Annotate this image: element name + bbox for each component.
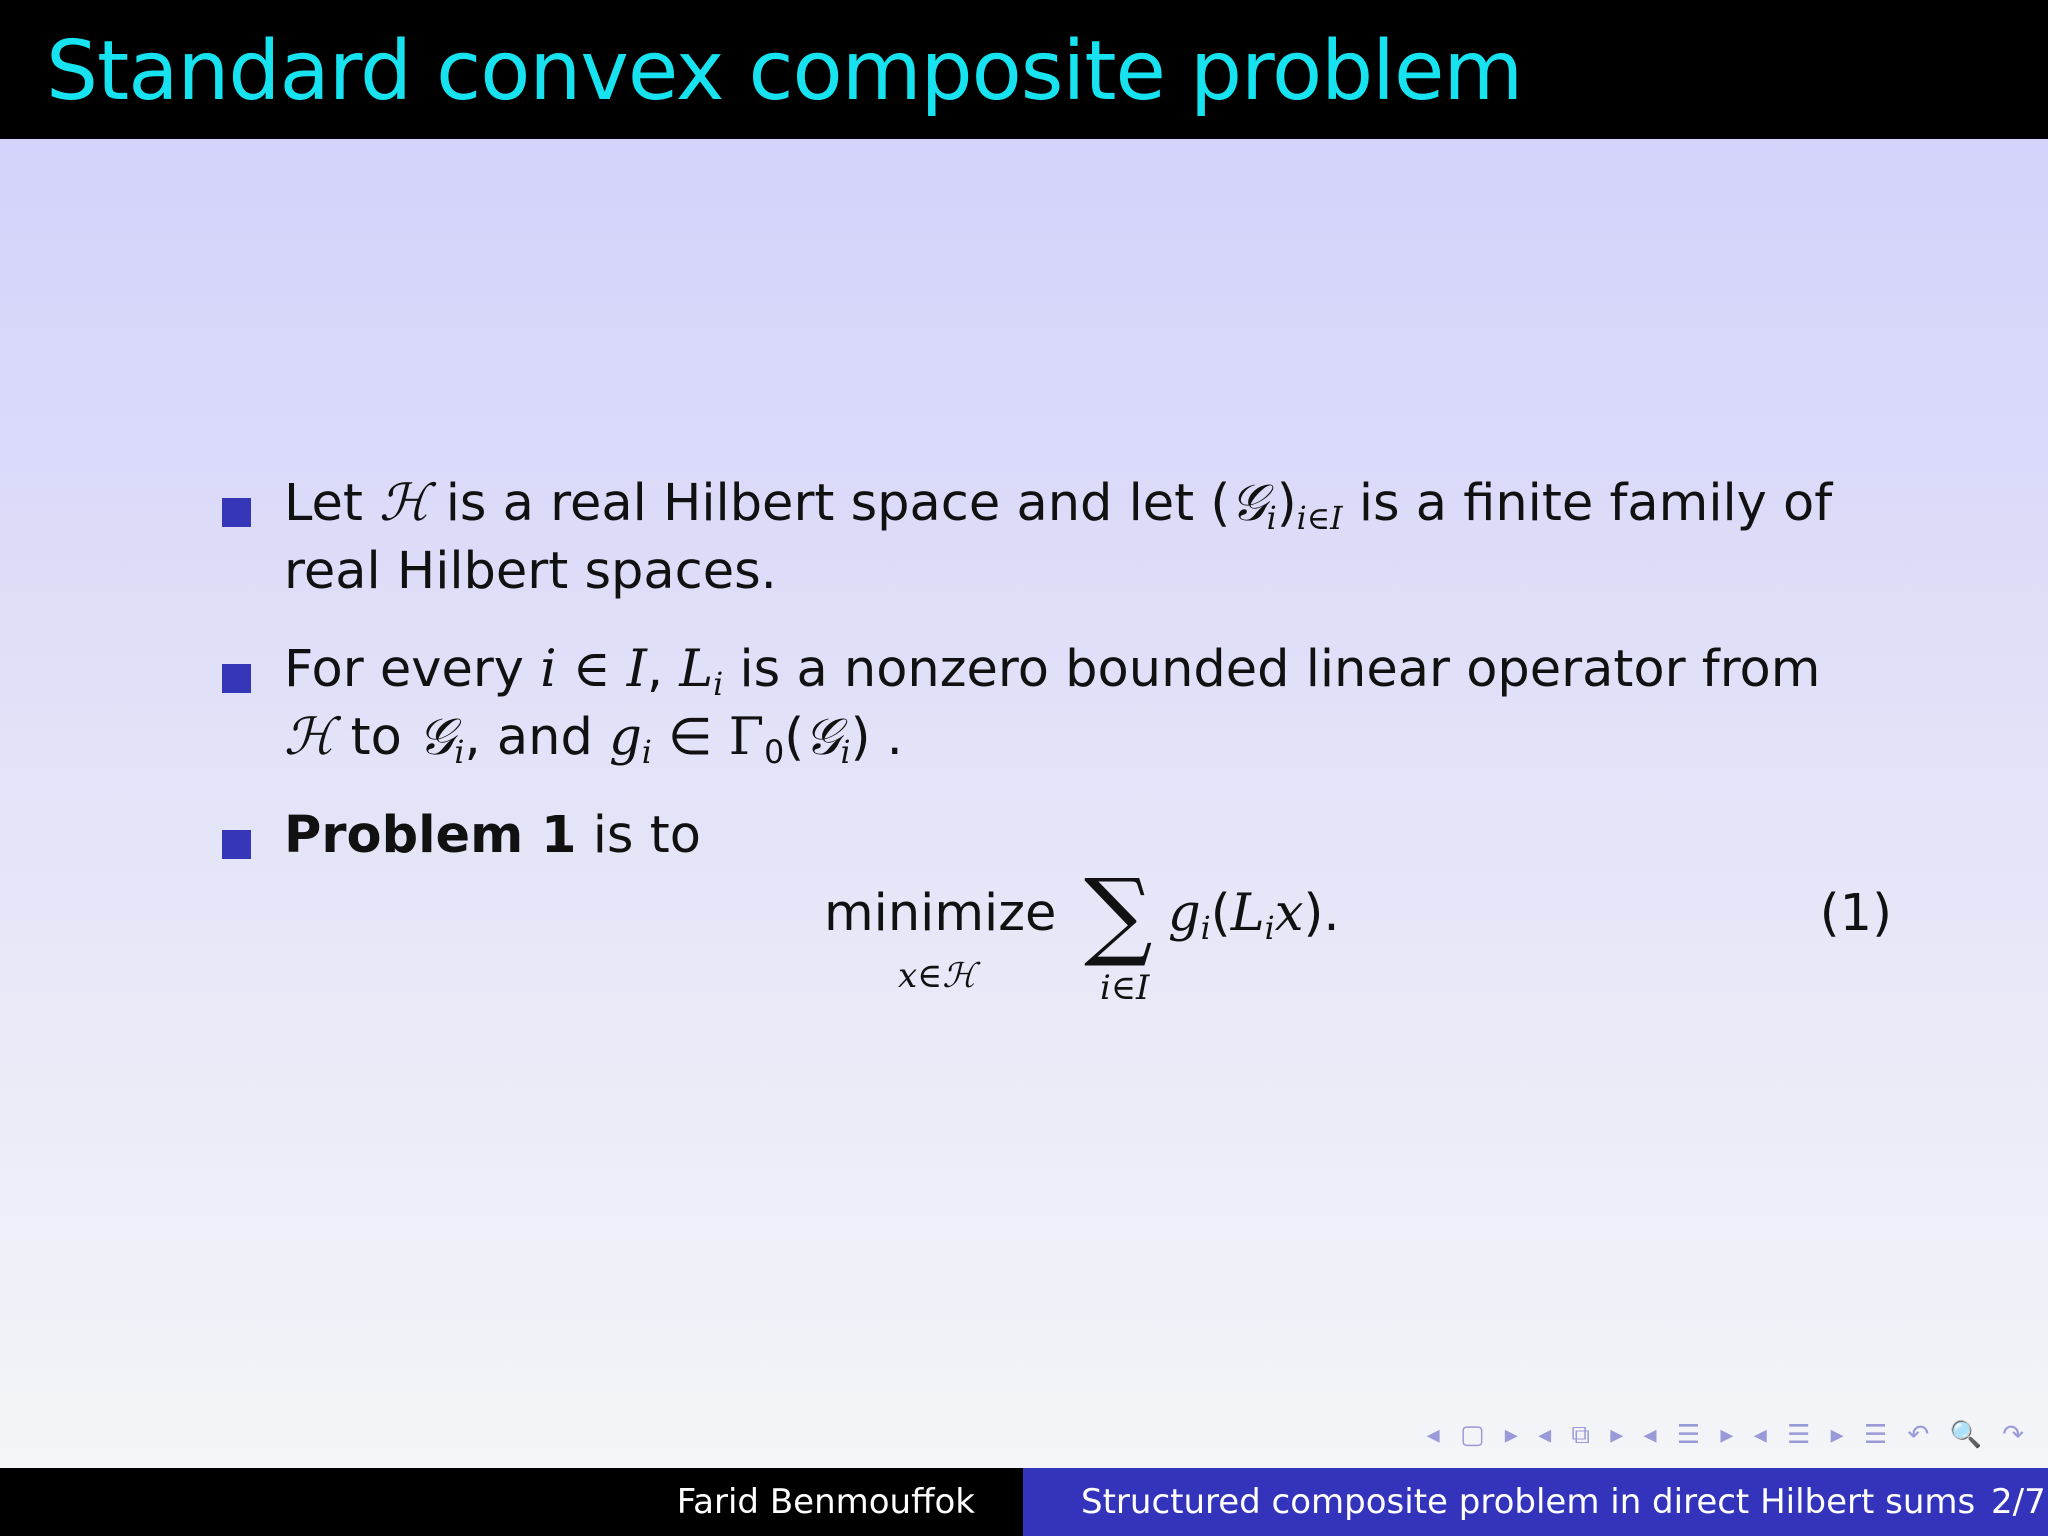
bullet-item-2: For every i ∈ I, $L_i$ is a nonzero bounded linear operator from ℋ to 𝒢$_i$, and $g_i$ ∈ $\Gamma_0(𝒢_i)$ . <box>222 636 1902 772</box>
bullet-list <box>222 470 1902 900</box>
bullet-square-icon <box>222 498 251 527</box>
minimize-subscript: x∈ℋ <box>898 956 976 996</box>
footer-author: Farid Benmouffok <box>676 1482 975 1522</box>
bullet-item-1: Let ℋ is a real Hilbert space and let $(𝒢_i)_{i\in I}$ is a finite family of real Hilbert spaces. <box>222 470 1902 606</box>
footer-bar <box>0 1468 2048 1536</box>
bullet-square-icon <box>222 830 251 859</box>
footer-title: Structured composite problem in direct Hilbert sums <box>1081 1482 1976 1522</box>
bullet-item-3: Problem 1 is to <box>222 802 1902 870</box>
sum-subscript: i∈I <box>1100 968 1150 1008</box>
slide-title: Standard convex composite problem <box>46 24 1523 119</box>
equation-1 <box>822 858 1892 1018</box>
footer-title-box <box>1023 1468 2048 1536</box>
objective-expression: $g_i(L_ix)$. <box>1168 884 1340 947</box>
page-number: 2/7 <box>1991 1482 2046 1522</box>
minimize-word: minimize <box>824 884 1057 943</box>
bullet-square-icon <box>222 664 251 693</box>
sum-symbol: ∑ <box>1084 858 1153 970</box>
beamer-navigation-icons[interactable]: ◂ ▢ ▸ ◂ ⧉ ▸ ◂ ☰ ▸ ◂ ☰ ▸ ☰ ↶ 🔍 ↷ <box>1426 1420 2030 1450</box>
equation-number: (1) <box>1819 884 1892 943</box>
title-bar <box>0 0 2048 139</box>
